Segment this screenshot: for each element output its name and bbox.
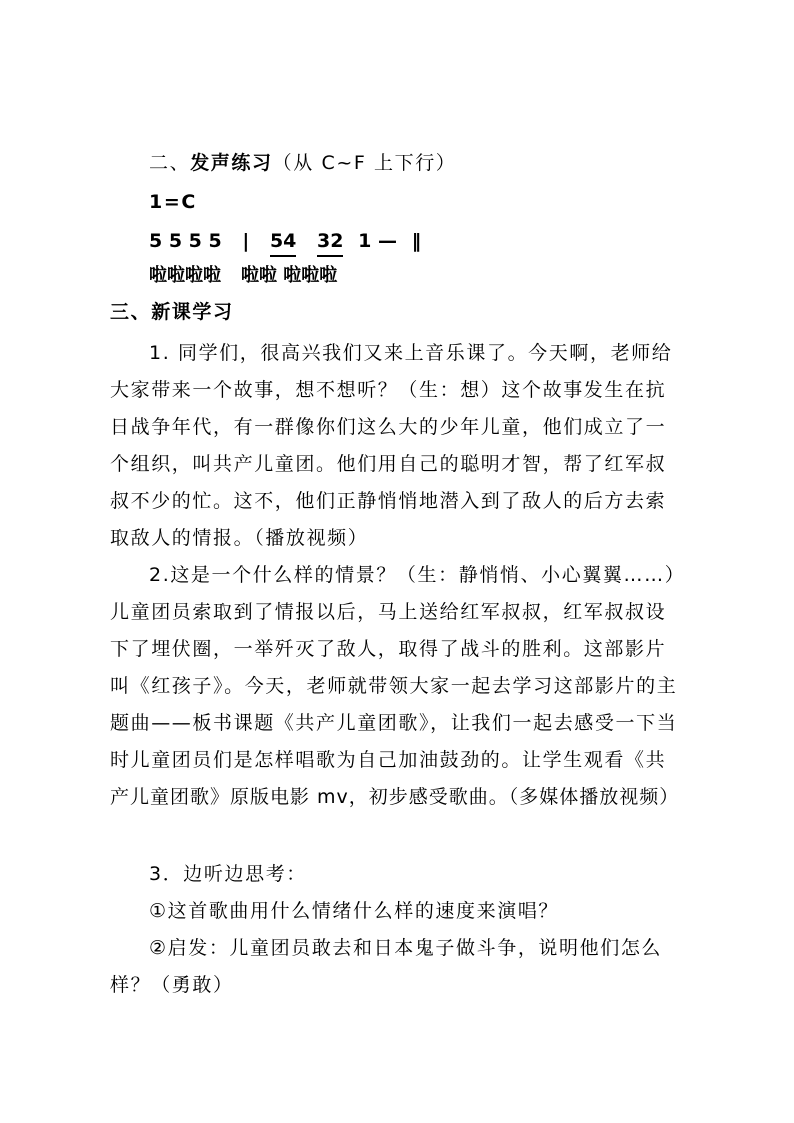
paragraph-line: 取敌人的情报。（播放视频） xyxy=(110,527,369,549)
section-2-title: 发声练习 xyxy=(190,152,273,174)
lyrics-part-2: 啦啦 啦啦啦 xyxy=(241,265,338,286)
section-3-heading: 三、新课学习 xyxy=(110,301,234,323)
paragraph-line: 样？（勇敢） xyxy=(110,974,234,996)
paragraph-line: 2.这是一个什么样的情景？（生：静悄悄、小心翼翼……） xyxy=(149,564,686,586)
paragraph-line: ②启发：儿童团员敢去和日本鬼子做斗争，说明他们怎么 xyxy=(149,937,663,959)
note-group-3: 32 xyxy=(317,228,343,257)
paragraph-line: 下了埋伏圈，一举歼灭了敌人，取得了战斗的胜利。这部影片 xyxy=(110,638,667,660)
key-signature: 1=C xyxy=(149,191,197,213)
paragraph-line: 3．边听边思考： xyxy=(149,863,307,885)
paragraph-line: 大家带来一个故事，想不想听？（生：想）这个故事发生在抗 xyxy=(110,379,667,401)
section-2-number: 二、 xyxy=(149,152,191,174)
hold-dash: — xyxy=(377,230,397,252)
paragraph-line: 1. 同学们，很高兴我们又来上音乐课了。今天啊，老师给 xyxy=(149,342,673,364)
note-group-1: 5 5 5 5 xyxy=(149,230,222,252)
paragraph-line: 个组织，叫共产儿童团。他们用自己的聪明才智，帮了红军叔 xyxy=(110,453,667,475)
section-2-subtitle: （从 C~F 上下行） xyxy=(272,152,457,174)
paragraph-line: 叔不少的忙。这不，他们正静悄悄地潜入到了敌人的后方去索 xyxy=(110,490,667,512)
note-group-4: 1 xyxy=(358,230,372,252)
note-group-2: 54 xyxy=(270,228,296,257)
lyrics-line xyxy=(149,263,337,289)
paragraph-line: 儿童团员索取到了情报以后，马上送给红军叔叔，红军叔叔设 xyxy=(110,601,667,623)
paragraph-line: 日战争年代，有一群像你们这么大的少年儿童，他们成立了一 xyxy=(110,416,667,438)
paragraph-line: 时儿童团员们是怎样唱歌为自己加油鼓劲的。让学生观看《共 xyxy=(110,749,667,771)
paragraph-line: 叫《红孩子》。今天，老师就带领大家一起去学习这部影片的主 xyxy=(110,675,678,697)
section-2-heading xyxy=(149,150,456,176)
bar-line: | xyxy=(242,230,250,252)
paragraph-line: 产儿童团歌》原版电影 mv，初步感受歌曲。（多媒体播放视频） xyxy=(110,786,680,808)
music-notation xyxy=(149,228,421,257)
end-bar-line: ‖ xyxy=(411,230,422,252)
paragraph-line: ①这首歌曲用什么情绪什么样的速度来演唱？ xyxy=(149,900,560,922)
lyrics-part-1: 啦啦啦啦 xyxy=(149,265,221,286)
paragraph-line: 题曲——板书课题《共产儿童团歌》，让我们一起去感受一下当 xyxy=(110,712,678,734)
